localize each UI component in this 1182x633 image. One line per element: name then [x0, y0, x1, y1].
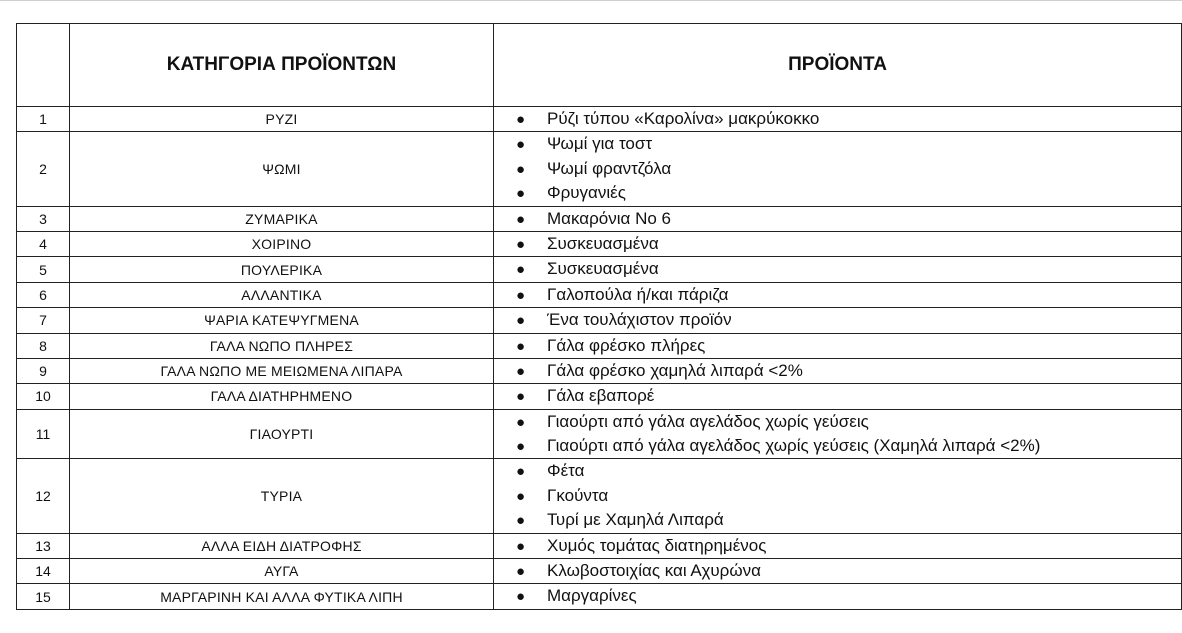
row-number: 7 [17, 308, 70, 333]
product-item [516, 459, 1181, 483]
table-body [17, 107, 1182, 610]
bullet-icon: ● [516, 337, 526, 355]
row-category: ΓΑΛΑ ΔΙΑΤΗΡΗΜΕΝΟ [70, 384, 494, 409]
table-row [17, 282, 1182, 307]
bullet-icon: ● [516, 487, 526, 505]
row-category: ΓΙΑΟΥΡΤΙ [70, 409, 494, 459]
product-item [516, 384, 1181, 408]
row-category: ΤΥΡΙΑ [70, 459, 494, 533]
row-number: 11 [17, 409, 70, 459]
product-name: Ψωμί φραντζόλα [547, 158, 672, 178]
bullet-icon: ● [516, 512, 526, 530]
row-number: 13 [17, 533, 70, 558]
row-number: 1 [17, 107, 70, 132]
bullet-icon: ● [516, 235, 526, 253]
product-name: Γκούντα [547, 485, 609, 505]
bullet-icon: ● [516, 463, 526, 481]
row-category: ΠΟΥΛΕΡΙΚΑ [70, 257, 494, 282]
bullet-icon: ● [516, 136, 526, 154]
row-category: ΨΑΡΙΑ ΚΑΤΕΨΥΓΜΕΝΑ [70, 308, 494, 333]
product-item [516, 484, 1181, 508]
row-category: ΓΑΛΑ ΝΩΠΟ ΠΛΗΡΕΣ [70, 333, 494, 358]
table-row [17, 206, 1182, 231]
row-category: ΑΛΛΑ ΕΙΔΗ ΔΙΑΤΡΟΦΗΣ [70, 533, 494, 558]
table-row [17, 384, 1182, 409]
table-row [17, 358, 1182, 383]
product-name: Συσκευασμένα [547, 233, 659, 253]
product-name: Συσκευασμένα [547, 259, 659, 279]
row-category: ΡΥΖΙ [70, 107, 494, 132]
row-products [494, 206, 1182, 231]
row-number: 15 [17, 584, 70, 609]
product-name: Φρυγανιές [547, 183, 626, 203]
header-number [17, 24, 70, 107]
header-category: ΚΑΤΗΓΟΡΙΑ ΠΡΟΪΟΝΤΩΝ [70, 24, 494, 107]
bullet-icon: ● [516, 185, 526, 203]
bullet-icon: ● [516, 388, 526, 406]
bullet-icon: ● [516, 261, 526, 279]
row-category: ΜΑΡΓΑΡΙΝΗ ΚΑΙ ΑΛΛΑ ΦΥΤΙΚΑ ΛΙΠΗ [70, 584, 494, 609]
row-number: 8 [17, 333, 70, 358]
product-item [516, 257, 1181, 281]
product-name: Γαλοπούλα ή/και πάριζα [547, 284, 729, 304]
bullet-icon: ● [516, 563, 526, 581]
table-row [17, 257, 1182, 282]
product-name: Ψωμί για τοστ [547, 134, 653, 154]
row-category: ΧΟΙΡΙΝΟ [70, 231, 494, 256]
top-border-line [0, 0, 1182, 1]
row-number: 14 [17, 559, 70, 584]
product-name: Ένα τουλάχιστον προϊόν [547, 310, 732, 330]
row-products [494, 257, 1182, 282]
products-table [16, 23, 1182, 610]
product-name: Γιαούρτι από γάλα αγελάδος χωρίς γεύσεις [547, 411, 869, 431]
row-products [494, 409, 1182, 459]
table-row [17, 533, 1182, 558]
table-row [17, 231, 1182, 256]
product-item [516, 283, 1181, 307]
row-number: 5 [17, 257, 70, 282]
row-category: ΖΥΜΑΡΙΚΑ [70, 206, 494, 231]
product-item [516, 334, 1181, 358]
product-item [516, 207, 1181, 231]
bullet-icon: ● [516, 286, 526, 304]
product-name: Φέτα [547, 461, 585, 481]
table-row [17, 308, 1182, 333]
product-name: Γάλα εβαπορέ [547, 386, 655, 406]
row-number: 9 [17, 358, 70, 383]
table-row [17, 132, 1182, 206]
product-name: Γάλα φρέσκο χαμηλά λιπαρά <2% [547, 360, 803, 380]
table-row [17, 409, 1182, 459]
row-number: 4 [17, 231, 70, 256]
product-name: Μακαρόνια Νο 6 [547, 208, 671, 228]
bullet-icon: ● [516, 438, 526, 456]
product-name: Μαργαρίνες [547, 586, 637, 606]
product-item [516, 559, 1181, 583]
row-products [494, 333, 1182, 358]
product-item [516, 410, 1181, 434]
header-products: ΠΡΟΪΟΝΤΑ [494, 24, 1182, 107]
row-number: 3 [17, 206, 70, 231]
product-name: Ρύζι τύπου «Καρολίνα» μακρύκοκκο [547, 109, 820, 128]
bullet-icon: ● [516, 537, 526, 555]
table-row [17, 107, 1182, 132]
row-products [494, 231, 1182, 256]
table-row [17, 584, 1182, 609]
table-row [17, 333, 1182, 358]
product-name: Τυρί με Χαμηλά Λιπαρά [547, 510, 724, 530]
row-products [494, 282, 1182, 307]
bullet-icon: ● [516, 160, 526, 178]
row-products [494, 384, 1182, 409]
row-category: ΨΩΜΙ [70, 132, 494, 206]
row-products [494, 533, 1182, 558]
product-name: Γάλα φρέσκο πλήρες [547, 335, 706, 355]
table-row [17, 459, 1182, 533]
row-category: ΑΥΓΑ [70, 559, 494, 584]
bullet-icon: ● [516, 312, 526, 330]
row-products [494, 459, 1182, 533]
row-number: 2 [17, 132, 70, 206]
product-item [516, 132, 1181, 156]
row-number: 12 [17, 459, 70, 533]
table-row [17, 559, 1182, 584]
product-name: Κλωβοστοιχίας και Αχυρώνα [547, 561, 761, 581]
product-item [516, 232, 1181, 256]
product-name: Γιαούρτι από γάλα αγελάδος χωρίς γεύσεις (Χαμηλά λιπαρά <2%) [547, 436, 1041, 456]
row-products [494, 559, 1182, 584]
product-item [516, 107, 1181, 131]
row-products [494, 132, 1182, 206]
product-item [516, 434, 1181, 458]
row-products [494, 107, 1182, 132]
row-products [494, 358, 1182, 383]
bullet-icon: ● [516, 588, 526, 606]
row-products [494, 308, 1182, 333]
product-item [516, 508, 1181, 532]
row-number: 6 [17, 282, 70, 307]
bullet-icon: ● [516, 111, 526, 128]
product-item [516, 308, 1181, 332]
header-row [17, 24, 1182, 107]
product-item [516, 584, 1181, 608]
product-item [516, 534, 1181, 558]
product-item [516, 157, 1181, 181]
row-number: 10 [17, 384, 70, 409]
row-category: ΑΛΛΑΝΤΙΚΑ [70, 282, 494, 307]
product-item [516, 359, 1181, 383]
bullet-icon: ● [516, 210, 526, 228]
product-item [516, 181, 1181, 205]
bullet-icon: ● [516, 362, 526, 380]
row-products [494, 584, 1182, 609]
product-name: Χυμός τομάτας διατηρημένος [547, 535, 767, 555]
bullet-icon: ● [516, 413, 526, 431]
row-category: ΓΑΛΑ ΝΩΠΟ ΜΕ ΜΕΙΩΜΕΝΑ ΛΙΠΑΡΑ [70, 358, 494, 383]
